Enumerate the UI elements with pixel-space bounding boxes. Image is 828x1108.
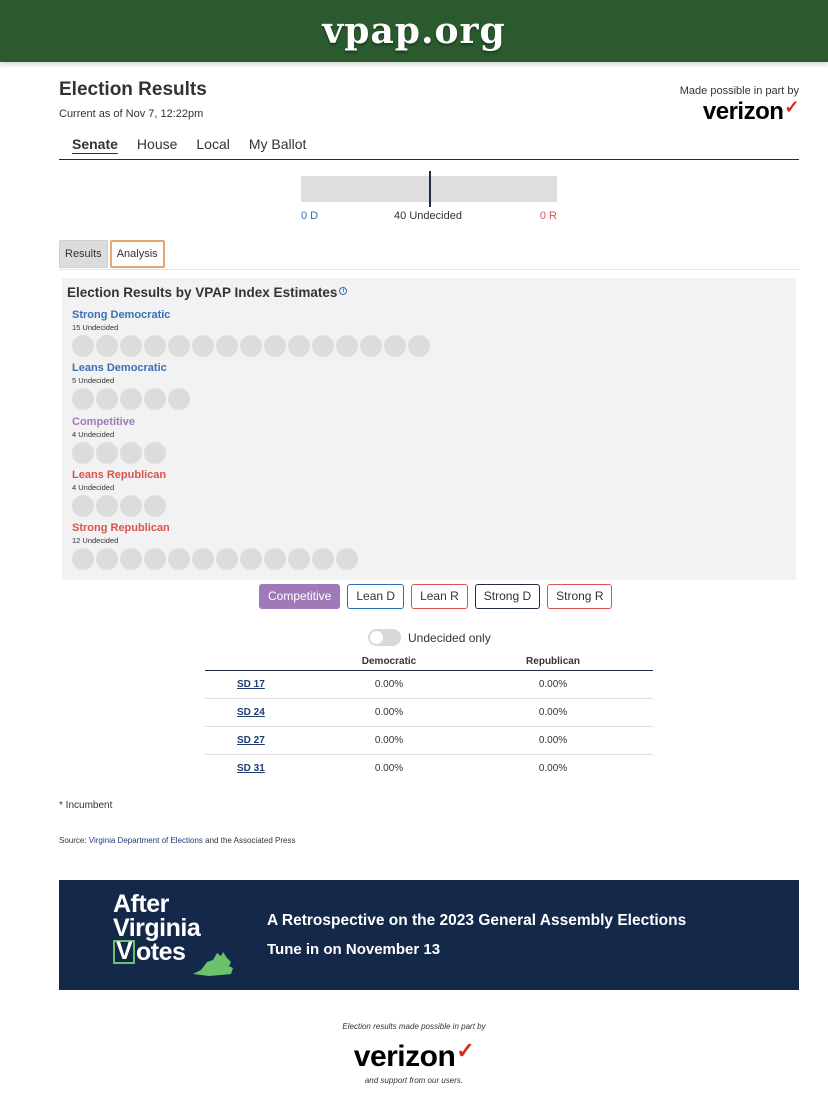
group-strong-democratic (72, 309, 432, 357)
source-prefix: Source: (59, 836, 89, 845)
seat-dot[interactable] (288, 335, 310, 357)
district-cell (205, 754, 325, 782)
group-undecided-count: 4 Undecided (72, 483, 115, 492)
source-note (59, 836, 295, 845)
current-as-of-timestamp: Current as of Nov 7, 12:22pm (59, 108, 204, 120)
seat-dot[interactable] (360, 335, 382, 357)
seat-dot[interactable] (264, 335, 286, 357)
seat-dot[interactable] (264, 548, 286, 570)
group-undecided-count: 4 Undecided (72, 430, 115, 439)
tab-local[interactable]: Local (196, 136, 230, 152)
rep-pct-cell: 0.00% (453, 698, 653, 726)
group-undecided-count: 5 Undecided (72, 376, 115, 385)
seat-dots (72, 548, 360, 570)
majority-marker (429, 171, 431, 207)
seat-dot[interactable] (96, 548, 118, 570)
group-name: Competitive (72, 416, 135, 428)
virginia-map-icon (191, 950, 235, 978)
subtab-analysis[interactable]: Analysis (110, 240, 165, 268)
seat-dot[interactable] (336, 335, 358, 357)
rep-pct-cell: 0.00% (538, 762, 568, 774)
seat-dot[interactable] (168, 335, 190, 357)
seat-dot[interactable] (384, 335, 406, 357)
logo-line-3: V otes (113, 940, 200, 964)
after-virginia-votes-logo (113, 892, 200, 964)
info-icon[interactable]: i (339, 287, 347, 295)
seat-dot[interactable] (216, 548, 238, 570)
tab-my-ballot[interactable]: My Ballot (248, 136, 307, 152)
seat-dot[interactable] (144, 388, 166, 410)
tab-house[interactable]: House (136, 136, 178, 152)
seat-dot[interactable] (120, 442, 142, 464)
seat-dot[interactable] (312, 548, 334, 570)
seat-dot[interactable] (168, 388, 190, 410)
seat-dot[interactable] (72, 495, 94, 517)
chamber-tabs (59, 136, 799, 160)
seat-dot[interactable] (96, 442, 118, 464)
district-link[interactable]: SD 17 (237, 678, 265, 690)
group-name: Leans Republican (72, 469, 167, 481)
seat-dot[interactable] (96, 335, 118, 357)
district-link[interactable]: SD 27 (237, 734, 265, 746)
vpap-logo[interactable]: vpap.org (322, 10, 506, 52)
undecided-seat-count: 40 Undecided (394, 210, 462, 222)
header-republican: Republican (453, 654, 653, 670)
seat-dot[interactable] (144, 548, 166, 570)
tab-senate[interactable]: Senate (72, 136, 118, 152)
undecided-only-toggle[interactable] (368, 629, 401, 646)
dem-pct-cell: 0.00% (325, 698, 453, 726)
verizon-wordmark: verizon (702, 98, 784, 125)
district-link[interactable]: SD 31 (237, 762, 265, 774)
seat-dot[interactable] (72, 388, 94, 410)
seat-dots (72, 388, 192, 410)
seat-dot[interactable] (240, 335, 262, 357)
group-undecided-count: 12 Undecided (72, 536, 119, 545)
source-suffix: and the Associated Press (202, 836, 296, 845)
seat-dot[interactable] (168, 548, 190, 570)
dem-seat-count: 0 D (301, 210, 319, 222)
toggle-label: Undecided only (408, 630, 491, 645)
header-district (205, 654, 325, 670)
seat-dot[interactable] (72, 548, 94, 570)
page-title: Election Results (59, 79, 207, 100)
seat-dot[interactable] (288, 548, 310, 570)
footer-support-caption: and support from our users. (364, 1076, 464, 1085)
table-row (205, 670, 653, 698)
seat-dot[interactable] (72, 442, 94, 464)
seat-dot[interactable] (120, 335, 142, 357)
table-row (205, 754, 653, 782)
checkbox-icon: V (113, 940, 135, 964)
table-header-row (205, 654, 653, 670)
logo-line-2: Virginia (113, 914, 201, 942)
banner-subtitle: Tune in on November 13 (267, 941, 441, 958)
group-strong-republican (72, 522, 360, 570)
dem-pct-cell: 0.00% (325, 726, 453, 754)
rep-seat-count: 0 R (539, 210, 557, 222)
seat-dot[interactable] (192, 335, 214, 357)
seat-dots (72, 335, 432, 357)
rep-pct-cell: 0.00% (453, 726, 653, 754)
sponsor-caption: Made possible in part by (679, 85, 799, 97)
group-name: Strong Democratic (72, 309, 171, 321)
logo-line-1: After (113, 890, 169, 918)
seat-dot[interactable] (408, 335, 430, 357)
seat-dot[interactable] (144, 335, 166, 357)
panel-title-text: Election Results by VPAP Index Estimates (67, 285, 338, 300)
group-leans-democratic (72, 362, 192, 410)
district-link[interactable]: SD 24 (237, 706, 265, 718)
seat-dot[interactable] (96, 495, 118, 517)
seat-dots (72, 495, 168, 517)
seat-dot[interactable] (96, 388, 118, 410)
site-header (0, 0, 828, 62)
index-estimates-panel (62, 278, 796, 580)
table-row (205, 698, 653, 726)
rep-pct-cell: 0.00% (453, 670, 653, 698)
seat-dot[interactable] (312, 335, 334, 357)
footer (0, 1022, 828, 1085)
seat-dot[interactable] (192, 548, 214, 570)
group-name: Strong Republican (72, 522, 170, 534)
seat-dot[interactable] (144, 495, 166, 517)
filter-competitive-button[interactable]: Competitive (259, 584, 340, 609)
seat-dot[interactable] (216, 335, 238, 357)
district-cell (205, 698, 325, 726)
dem-pct-cell: 0.00% (374, 762, 404, 774)
verizon-wordmark: verizon (353, 1040, 456, 1073)
seat-dot[interactable] (144, 442, 166, 464)
group-name: Leans Democratic (72, 362, 167, 374)
dem-pct-cell: 0.00% (325, 670, 453, 698)
results-table (205, 654, 653, 782)
seat-dot[interactable] (120, 388, 142, 410)
sponsor-block (680, 85, 799, 126)
seat-dot[interactable] (240, 548, 262, 570)
after-virginia-votes-banner[interactable] (59, 880, 799, 990)
district-cell (205, 670, 325, 698)
district-cell (205, 726, 325, 754)
group-competitive (72, 416, 168, 464)
competitiveness-filters (259, 584, 619, 609)
seat-dot[interactable] (336, 548, 358, 570)
banner-title: A Retrospective on the 2023 General Assembly Elections (267, 912, 687, 929)
seat-dot[interactable] (72, 335, 94, 357)
filter-strong-r-button[interactable]: Strong R (547, 584, 612, 609)
toggle-knob (370, 631, 383, 644)
seat-dot[interactable] (120, 495, 142, 517)
panel-title (67, 285, 347, 300)
verizon-check-icon: ✓ (784, 97, 799, 117)
seat-dots (72, 442, 168, 464)
table-row (205, 726, 653, 754)
incumbent-note: * Incumbent (59, 800, 113, 811)
filter-lean-d-button[interactable]: Lean D (347, 584, 404, 609)
filter-lean-r-button[interactable]: Lean R (411, 584, 468, 609)
subtab-results[interactable]: Results (59, 240, 108, 268)
group-leans-republican (72, 469, 168, 517)
header-democratic: Democratic (325, 654, 453, 670)
filter-strong-d-button[interactable]: Strong D (475, 584, 540, 609)
group-undecided-count: 15 Undecided (72, 323, 119, 332)
verizon-check-icon: ✓ (456, 1038, 475, 1063)
footer-sponsor-caption: Election results made possible in part by (342, 1022, 486, 1031)
footer-verizon-logo[interactable] (354, 1040, 474, 1074)
undecided-only-row (368, 629, 491, 646)
balance-of-power-bar (301, 176, 557, 202)
view-subtabs (59, 240, 799, 270)
source-link[interactable]: Virginia Department of Elections (88, 836, 203, 845)
verizon-logo[interactable] (703, 98, 799, 126)
seat-dot[interactable] (120, 548, 142, 570)
